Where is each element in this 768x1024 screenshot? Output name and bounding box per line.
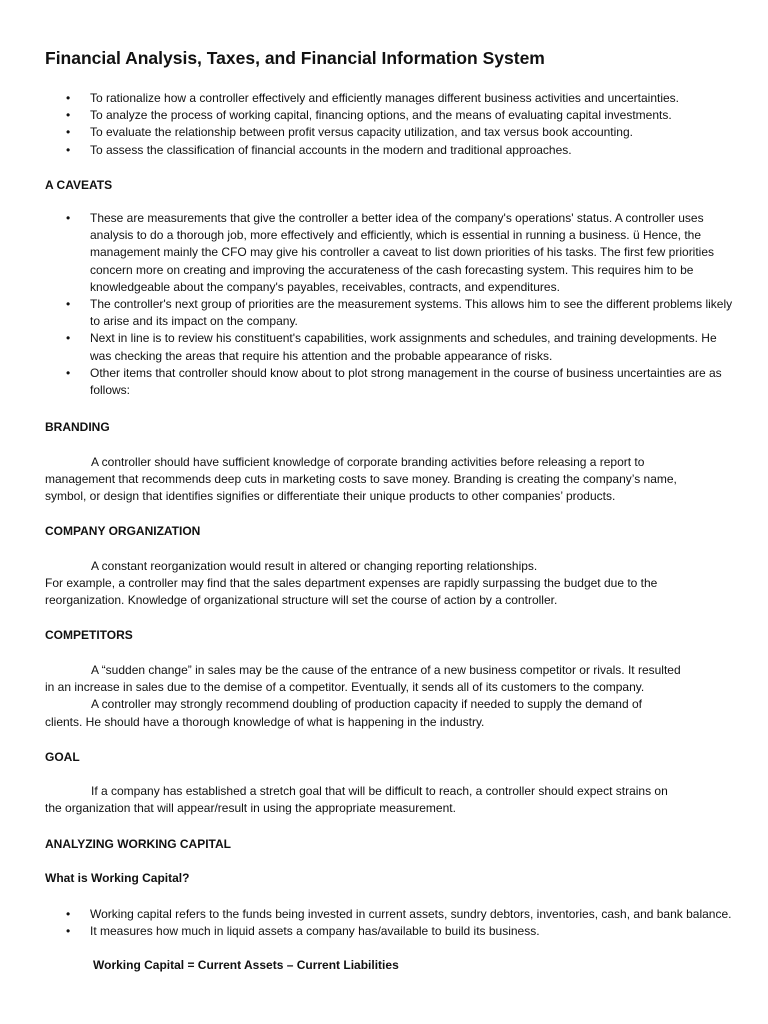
paragraph-line: A controller should have sufficient knowledge of corporate branding activities before releasing a report to [91, 455, 645, 469]
working-capital-formula: Working Capital = Current Assets – Current Liabilities [93, 958, 399, 972]
paragraph-line: A “sudden change” in sales may be the cause of the entrance of a new business competitor or rivals. It resulted [91, 663, 681, 677]
paragraph-line: If a company has established a stretch goal that will be difficult to reach, a controller should expect strains on [91, 784, 668, 798]
paragraph-line: symbol, or design that identifies signifies or differentiate their unique products to other companies’ products. [45, 489, 616, 504]
caveats-heading: A CAVEATS [45, 178, 113, 192]
list-item: • It measures how much in liquid assets a company has/available to build its business. [66, 923, 736, 940]
goal-heading: GOAL [45, 750, 80, 764]
paragraph-line: reorganization. Knowledge of organizational structure will set the course of action by a controller. [45, 593, 558, 608]
goal-paragraph [45, 783, 735, 817]
list-item: • Next in line is to review his constituent's capabilities, work assignments and schedules, and training developments. He was checking the areas that require his attention and the probable appearance of risks. [66, 330, 736, 364]
caveats-list [66, 210, 736, 399]
branding-paragraph [45, 454, 735, 506]
paragraph-line: in an increase in sales due to the demise of a competitor. Eventually, it sends all of its customers to the company. [45, 680, 645, 695]
list-item: • To rationalize how a controller effectively and efficiently manages different business activities and uncertainties. [66, 90, 736, 107]
paragraph-line: management that recommends deep cuts in marketing costs to save money. Branding is creating the company’s name, [45, 472, 677, 487]
working-capital-list [66, 906, 736, 940]
document-title: Financial Analysis, Taxes, and Financial Information System [45, 48, 545, 68]
working-capital-subheading: What is Working Capital? [45, 871, 190, 885]
list-item: • To evaluate the relationship between profit versus capacity utilization, and tax versus book accounting. [66, 124, 736, 141]
paragraph-line: For example, a controller may find that the sales department expenses are rapidly surpassing the budget due to the [45, 576, 658, 591]
list-item: • Other items that controller should know about to plot strong management in the course of business uncertainties are as follows: [66, 365, 736, 399]
paragraph-line: A controller may strongly recommend doubling of production capacity if needed to supply the demand of [91, 697, 642, 712]
competitors-paragraph [45, 662, 735, 731]
paragraph-line: the organization that will appear/result in using the appropriate measurement. [45, 801, 456, 816]
list-item: • To analyze the process of working capital, financing options, and the means of evaluating capital investments. [66, 107, 736, 124]
list-item: • Working capital refers to the funds being invested in current assets, sundry debtors, inventories, cash, and bank balance. [66, 906, 736, 923]
list-item: • The controller's next group of priorities are the measurement systems. This allows him to see the different problems likely to arise and its impact on the company. [66, 296, 736, 330]
list-item: • To assess the classification of financial accounts in the modern and traditional approaches. [66, 142, 736, 159]
objectives-list [66, 90, 736, 159]
list-item: • These are measurements that give the controller a better idea of the company's operations' status. A controller uses analysis to do a thorough job, more effectively and efficiently, which is essential in running a business. ü Hence, the management mainly the CFO may give his controller a caveat to list down priorities of his tasks. The first few priorities concern more on creating and improving the accurateness of the cash forecasting system. This requires him to be knowledgeable about the company's payables, receivables, contracts, and expenditures. [66, 210, 736, 296]
company-organization-paragraph [45, 558, 735, 610]
paragraph-line: clients. He should have a thorough knowledge of what is happening in the industry. [45, 714, 485, 729]
branding-heading: BRANDING [45, 420, 110, 434]
company-organization-heading: COMPANY ORGANIZATION [45, 524, 201, 538]
paragraph-line: A constant reorganization would result in altered or changing reporting relationships. [91, 559, 538, 573]
competitors-heading: COMPETITORS [45, 628, 133, 642]
working-capital-heading: ANALYZING WORKING CAPITAL [45, 837, 231, 851]
